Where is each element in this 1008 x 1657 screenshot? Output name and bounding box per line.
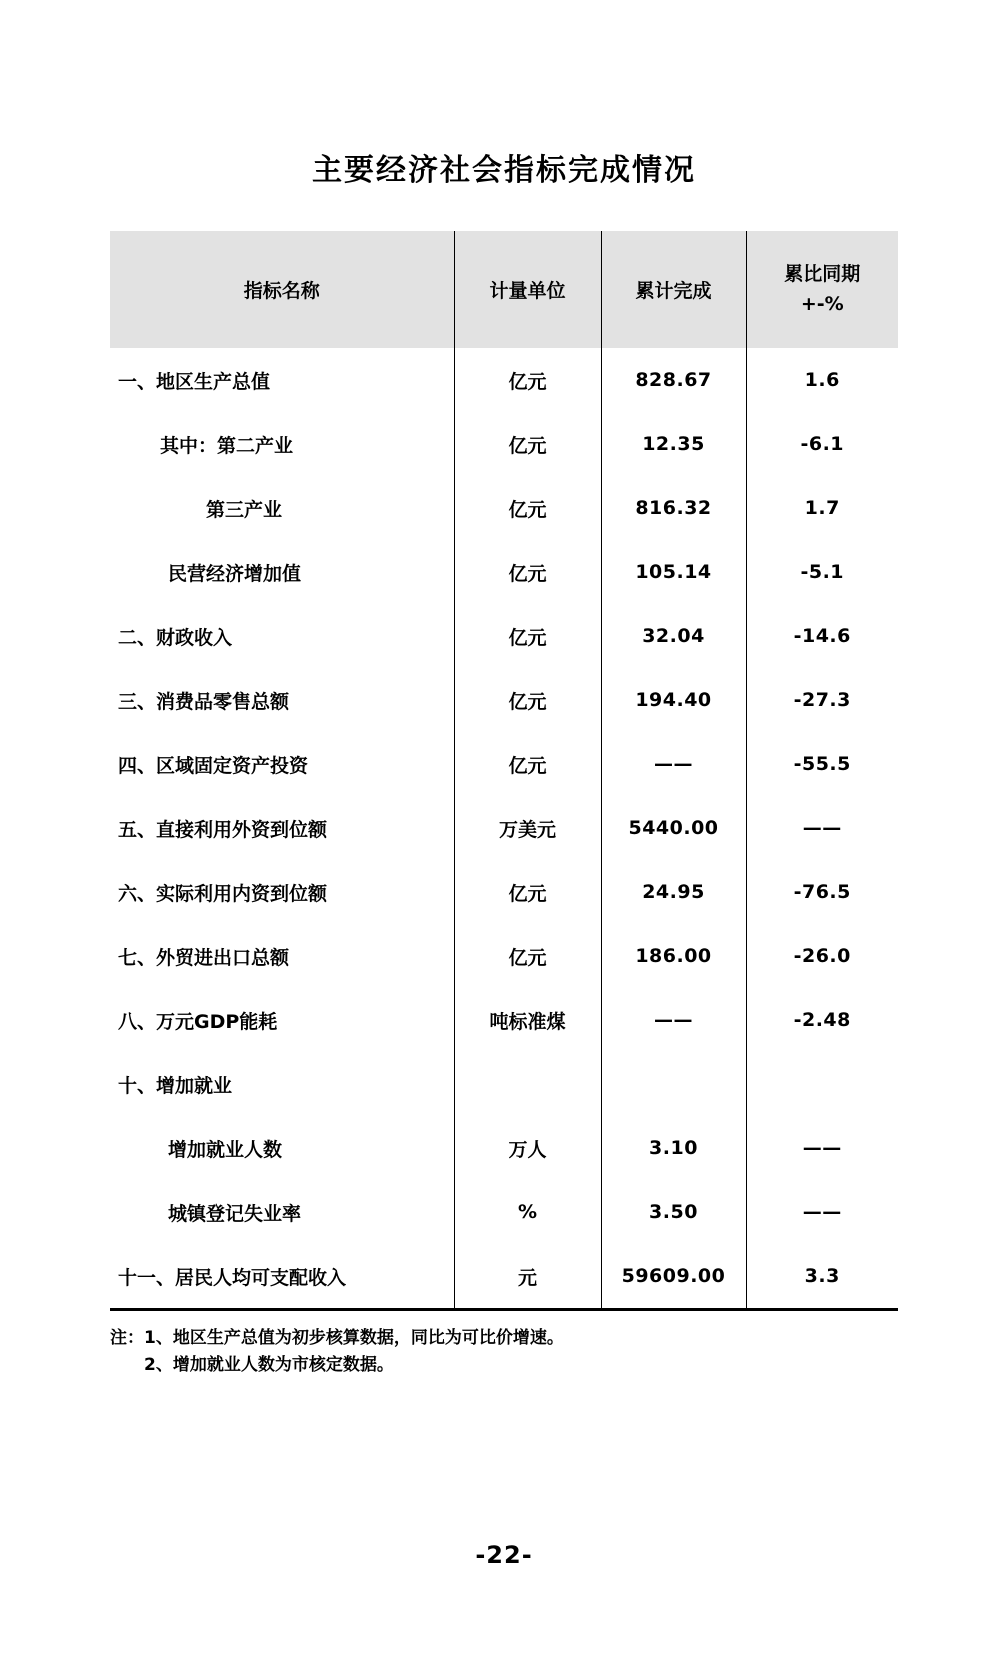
row-cumulative-value: 105.14 <box>601 540 746 604</box>
row-unit: 亿元 <box>454 924 601 988</box>
row-indicator-name <box>110 476 454 540</box>
table-row <box>110 988 898 1052</box>
row-unit: 亿元 <box>454 348 601 412</box>
row-indicator-label: 一、地区生产总值 <box>118 370 271 393</box>
row-indicator-name <box>110 348 454 412</box>
row-yoy-value: 1.6 <box>804 369 840 391</box>
row-cumulative-value: 5440.00 <box>601 796 746 860</box>
table-header <box>110 231 898 348</box>
row-indicator-name <box>110 1180 454 1244</box>
table-row <box>110 1052 898 1116</box>
row-cumulative-value: 24.95 <box>601 860 746 924</box>
row-indicator-label: 第三产业 <box>206 498 283 521</box>
row-indicator-name <box>110 604 454 668</box>
table-row <box>110 412 898 476</box>
row-unit: 万人 <box>454 1116 601 1180</box>
row-unit: 亿元 <box>454 668 601 732</box>
row-unit: 亿元 <box>454 476 601 540</box>
row-unit: 万美元 <box>454 796 601 860</box>
document-page <box>0 145 1008 1657</box>
row-yoy-value: -14.6 <box>793 625 851 647</box>
note-line-1: 注：1、地区生产总值为初步核算数据，同比为可比价增速。 <box>110 1328 564 1348</box>
note-line-2: 2、增加就业人数为市核定数据。 <box>144 1355 394 1376</box>
row-cumulative-value: —— <box>601 988 746 1052</box>
row-indicator-label: 十、增加就业 <box>118 1074 233 1097</box>
row-indicator-label: 五、直接利用外资到位额 <box>118 818 328 841</box>
table-row <box>110 1180 898 1244</box>
table-header-row <box>110 231 898 348</box>
row-yoy-value: -26.0 <box>793 945 851 967</box>
table-body <box>110 348 898 1310</box>
row-indicator-label: 十一、居民人均可支配收入 <box>118 1266 347 1289</box>
row-yoy-value <box>746 1052 898 1116</box>
table-row <box>110 348 898 412</box>
row-indicator-name <box>110 924 454 988</box>
table-row <box>110 540 898 604</box>
table-row <box>110 668 898 732</box>
row-yoy-value: —— <box>802 1201 842 1223</box>
row-cumulative-value: 59609.00 <box>601 1244 746 1310</box>
indicators-table <box>110 231 898 1311</box>
row-cumulative-value: 816.32 <box>601 476 746 540</box>
table-row <box>110 732 898 796</box>
row-indicator-label: 城镇登记失业率 <box>168 1202 302 1225</box>
page-title: 主要经济社会指标完成情况 <box>312 153 696 188</box>
table-row <box>110 1116 898 1180</box>
column-header-yoy <box>746 231 898 348</box>
column-header-yoy-line2: +-% <box>800 292 844 315</box>
table-row <box>110 860 898 924</box>
row-indicator-label: 七、外贸进出口总额 <box>118 946 290 969</box>
row-indicator-label: 增加就业人数 <box>168 1138 283 1161</box>
row-yoy-value: -5.1 <box>800 561 845 583</box>
row-indicator-name <box>110 1116 454 1180</box>
row-unit: 亿元 <box>454 604 601 668</box>
row-cumulative-value: 186.00 <box>601 924 746 988</box>
row-cumulative-value: 3.50 <box>601 1180 746 1244</box>
row-cumulative-value: —— <box>601 732 746 796</box>
row-indicator-name <box>110 732 454 796</box>
row-unit: 吨标准煤 <box>454 988 601 1052</box>
row-unit <box>454 1052 601 1116</box>
row-indicator-name <box>110 796 454 860</box>
row-indicator-name <box>110 988 454 1052</box>
row-indicator-name <box>110 1244 454 1310</box>
row-indicator-name <box>110 668 454 732</box>
table-row <box>110 476 898 540</box>
row-indicator-label: 六、实际利用内资到位额 <box>118 882 328 905</box>
table-notes <box>110 1325 898 1379</box>
column-header-yoy-line1: 累比同期 <box>784 263 861 286</box>
row-cumulative-value: 194.40 <box>601 668 746 732</box>
table-row <box>110 796 898 860</box>
row-yoy-value: —— <box>802 1137 842 1159</box>
row-cumulative-value: 828.67 <box>601 348 746 412</box>
indicators-table-container <box>110 231 898 1311</box>
table-row <box>110 604 898 668</box>
row-indicator-label: 二、财政收入 <box>118 626 233 649</box>
row-yoy-value: -2.48 <box>793 1009 851 1031</box>
row-unit: 亿元 <box>454 860 601 924</box>
row-unit: 亿元 <box>454 732 601 796</box>
table-row <box>110 1244 898 1310</box>
row-cumulative-value: 3.10 <box>601 1116 746 1180</box>
row-indicator-name <box>110 860 454 924</box>
row-cumulative-value <box>601 1052 746 1116</box>
row-indicator-label: 八、万元GDP能耗 <box>118 1010 278 1033</box>
row-yoy-value: 3.3 <box>746 1244 898 1310</box>
row-unit: 亿元 <box>454 540 601 604</box>
column-header-unit: 计量单位 <box>454 231 601 348</box>
column-header-indicator: 指标名称 <box>110 231 454 348</box>
row-yoy-value: —— <box>802 817 842 839</box>
row-indicator-name <box>110 540 454 604</box>
row-yoy-value: -76.5 <box>793 881 851 903</box>
row-unit: % <box>454 1180 601 1244</box>
row-indicator-label: 四、区域固定资产投资 <box>118 754 309 777</box>
row-yoy-value: 1.7 <box>804 497 840 519</box>
row-indicator-label: 民营经济增加值 <box>168 562 302 585</box>
row-yoy-value: -6.1 <box>800 433 845 455</box>
page-number: -22- <box>475 1541 533 1569</box>
row-cumulative-value: 12.35 <box>601 412 746 476</box>
row-unit: 亿元 <box>454 412 601 476</box>
row-indicator-label: 其中：第二产业 <box>160 434 294 457</box>
row-indicator-label: 三、消费品零售总额 <box>118 690 290 713</box>
row-yoy-value: -27.3 <box>793 689 851 711</box>
column-header-cumulative: 累计完成 <box>601 231 746 348</box>
row-cumulative-value: 32.04 <box>601 604 746 668</box>
row-indicator-name <box>110 1052 454 1116</box>
row-yoy-value: -55.5 <box>793 753 851 775</box>
table-row <box>110 924 898 988</box>
row-unit: 元 <box>454 1244 601 1310</box>
row-indicator-name <box>110 412 454 476</box>
